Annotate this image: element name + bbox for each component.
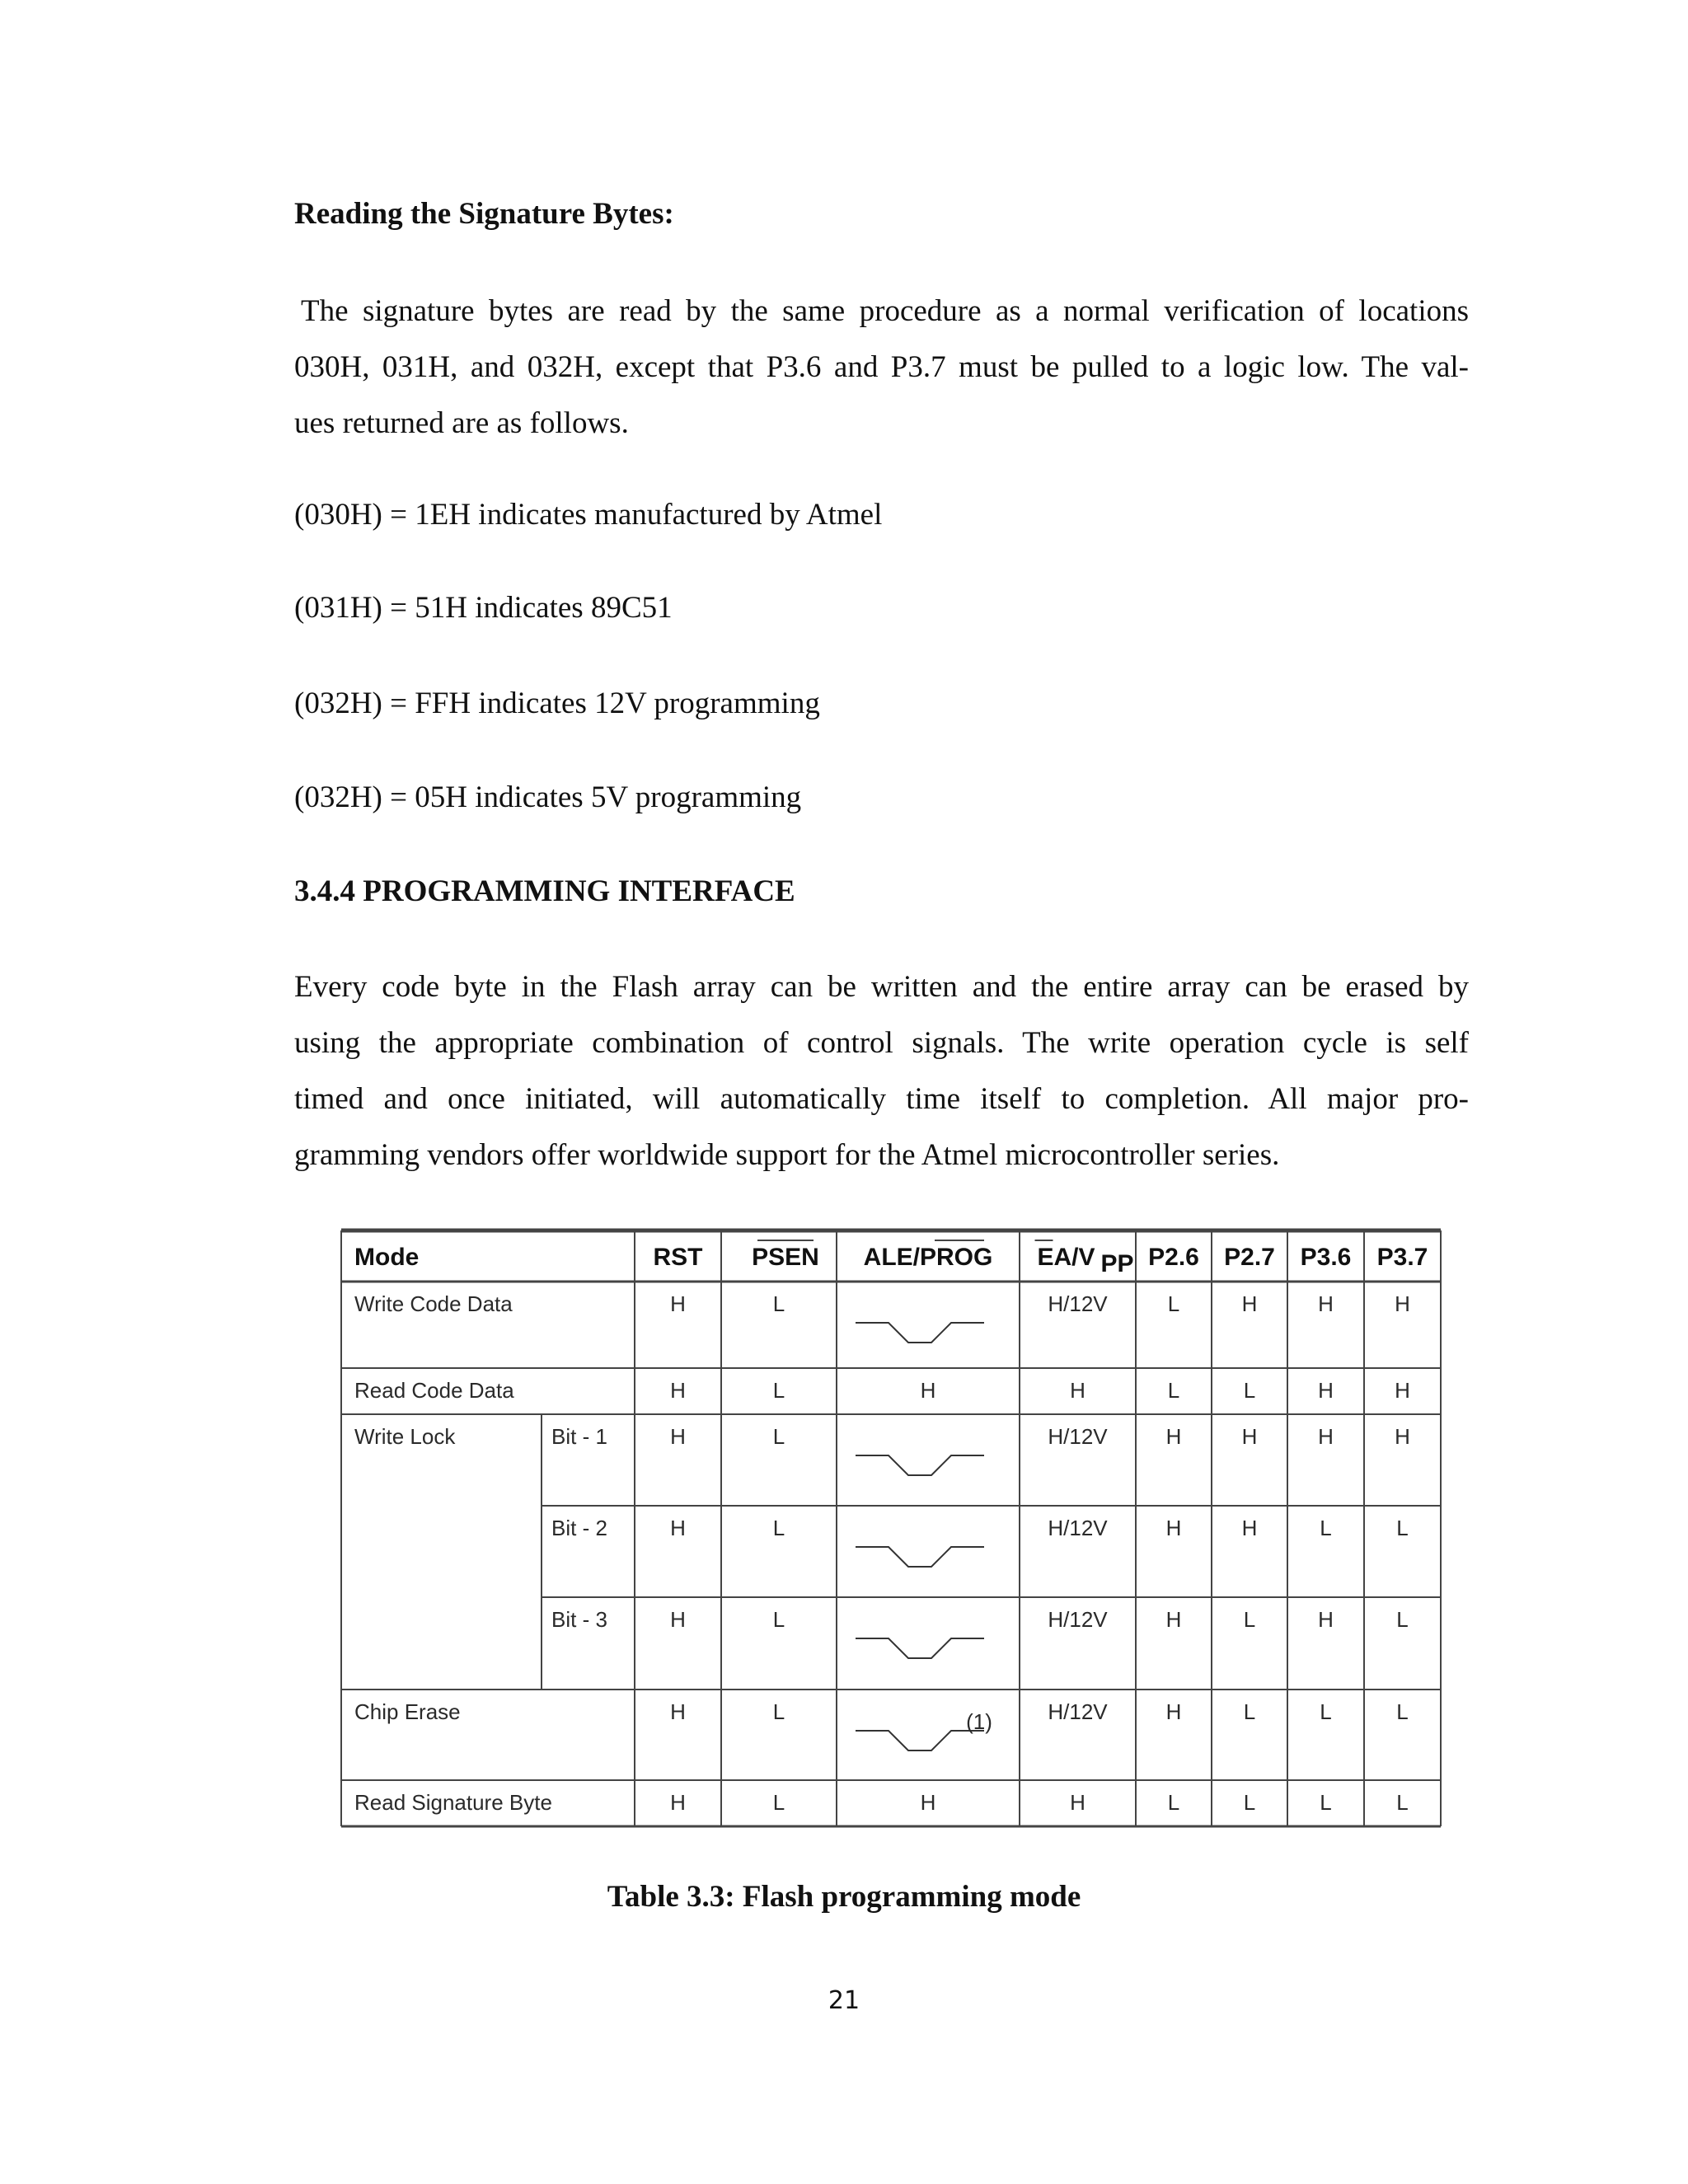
cell-p26: H [1165, 1607, 1182, 1632]
prog-pulse-icon [856, 1455, 984, 1475]
cell-psen: L [772, 1699, 785, 1724]
cell-ea: H/12V [1048, 1424, 1108, 1449]
cell-psen: L [772, 1607, 785, 1632]
cell-p27: L [1243, 1607, 1256, 1632]
cell-p27: H [1241, 1291, 1258, 1316]
cell-p36: L [1320, 1699, 1332, 1724]
header-p36: P3.6 [1300, 1244, 1352, 1271]
prog-pulse-icon [856, 1323, 984, 1343]
row-mode: Chip Erase [354, 1699, 461, 1724]
cell-p36: H [1318, 1607, 1334, 1632]
header-rst: RST [653, 1244, 703, 1271]
header-mode: Mode [354, 1244, 420, 1271]
cell-p36: H [1318, 1424, 1334, 1449]
subsection-heading: 3.4.4 PROGRAMMING INTERFACE [294, 874, 795, 908]
cell-ea: H/12V [1048, 1291, 1108, 1316]
cell-ea: H/12V [1048, 1607, 1108, 1632]
intro-line: The signature bytes are read by the same procedure as a normal verification of locations [301, 294, 1469, 328]
cell-rst: H [670, 1790, 686, 1815]
cell-p37: H [1395, 1424, 1410, 1449]
intro-line: 030H, 031H, and 032H, except that P3.6 and P3.7 must be pulled to a logic low. The val- [294, 350, 1469, 384]
header-p27: P2.7 [1224, 1244, 1275, 1271]
row-mode: Write Lock [354, 1424, 456, 1449]
cell-p36: L [1320, 1516, 1332, 1540]
prog-pulse-icon [856, 1731, 984, 1750]
row-mode: Read Signature Byte [354, 1790, 552, 1815]
header-ale-prog: ALE/PROG [863, 1244, 993, 1271]
header-vpp-subscript: PP [1100, 1250, 1134, 1277]
section-heading: Reading the Signature Bytes: [294, 197, 674, 231]
row-bit: Bit - 1 [551, 1424, 607, 1449]
cell-rst: H [670, 1516, 686, 1540]
body-line: Every code byte in the Flash array can be written and the entire array can be erased by [294, 970, 1469, 1004]
prog-pulse-icon [856, 1638, 984, 1658]
signature-line: (032H) = 05H indicates 5V programming [294, 780, 802, 814]
signature-line: (031H) = 51H indicates 89C51 [294, 591, 673, 625]
cell-rst: H [670, 1607, 686, 1632]
cell-p26: H [1165, 1424, 1182, 1449]
cell-p37: L [1396, 1790, 1409, 1815]
cell-ale: H [920, 1790, 936, 1815]
cell-psen: L [772, 1291, 785, 1316]
cell-p36: H [1318, 1378, 1334, 1403]
cell-note: (1) [966, 1709, 992, 1734]
cell-p26: H [1165, 1699, 1182, 1724]
cell-ale: H [920, 1378, 936, 1403]
body-line: timed and once initiated, will automatically time itself to completion. All major pro- [294, 1082, 1469, 1116]
cell-rst: H [670, 1699, 686, 1724]
header-p26: P2.6 [1148, 1244, 1199, 1271]
table-caption: Table 3.3: Flash programming mode [607, 1880, 1081, 1914]
cell-p26: H [1165, 1516, 1182, 1540]
header-p37: P3.7 [1376, 1244, 1428, 1271]
cell-psen: L [772, 1424, 785, 1449]
prog-pulse-icon [856, 1547, 984, 1567]
cell-p26: L [1167, 1291, 1180, 1316]
cell-rst: H [670, 1291, 686, 1316]
row-mode: Write Code Data [354, 1291, 513, 1316]
cell-psen: L [772, 1378, 785, 1403]
cell-p37: H [1395, 1291, 1410, 1316]
cell-p37: L [1396, 1516, 1409, 1540]
cell-p26: L [1167, 1790, 1180, 1815]
page-number: 21 [828, 1986, 860, 2015]
header-psen: PSEN [752, 1244, 819, 1271]
cell-p37: L [1396, 1699, 1409, 1724]
cell-p27: L [1243, 1790, 1256, 1815]
cell-ea: H [1070, 1378, 1085, 1403]
header-ea-vpp: EA/V [1037, 1244, 1095, 1271]
cell-p37: H [1395, 1378, 1410, 1403]
body-line: using the appropriate combination of control signals. The write operation cycle is self [294, 1026, 1469, 1060]
cell-p36: H [1318, 1291, 1334, 1316]
cell-ea: H/12V [1048, 1516, 1108, 1540]
signature-line: (030H) = 1EH indicates manufactured by Atmel [294, 498, 883, 532]
cell-ea: H [1070, 1790, 1085, 1815]
cell-p27: H [1241, 1516, 1258, 1540]
row-mode: Read Code Data [354, 1378, 514, 1403]
cell-ea: H/12V [1048, 1699, 1108, 1724]
cell-rst: H [670, 1424, 686, 1449]
cell-p27: L [1243, 1378, 1256, 1403]
body-line: gramming vendors offer worldwide support for the Atmel microcontroller series. [294, 1138, 1280, 1172]
cell-p27: H [1241, 1424, 1258, 1449]
signature-line: (032H) = FFH indicates 12V programming [294, 687, 820, 720]
cell-psen: L [772, 1516, 785, 1540]
cell-p37: L [1396, 1607, 1409, 1632]
row-bit: Bit - 3 [551, 1607, 607, 1632]
cell-rst: H [670, 1378, 686, 1403]
cell-p27: L [1243, 1699, 1256, 1724]
row-bit: Bit - 2 [551, 1516, 607, 1540]
cell-p26: L [1167, 1378, 1180, 1403]
intro-line: ues returned are as follows. [294, 406, 629, 440]
cell-p36: L [1320, 1790, 1332, 1815]
cell-psen: L [772, 1790, 785, 1815]
